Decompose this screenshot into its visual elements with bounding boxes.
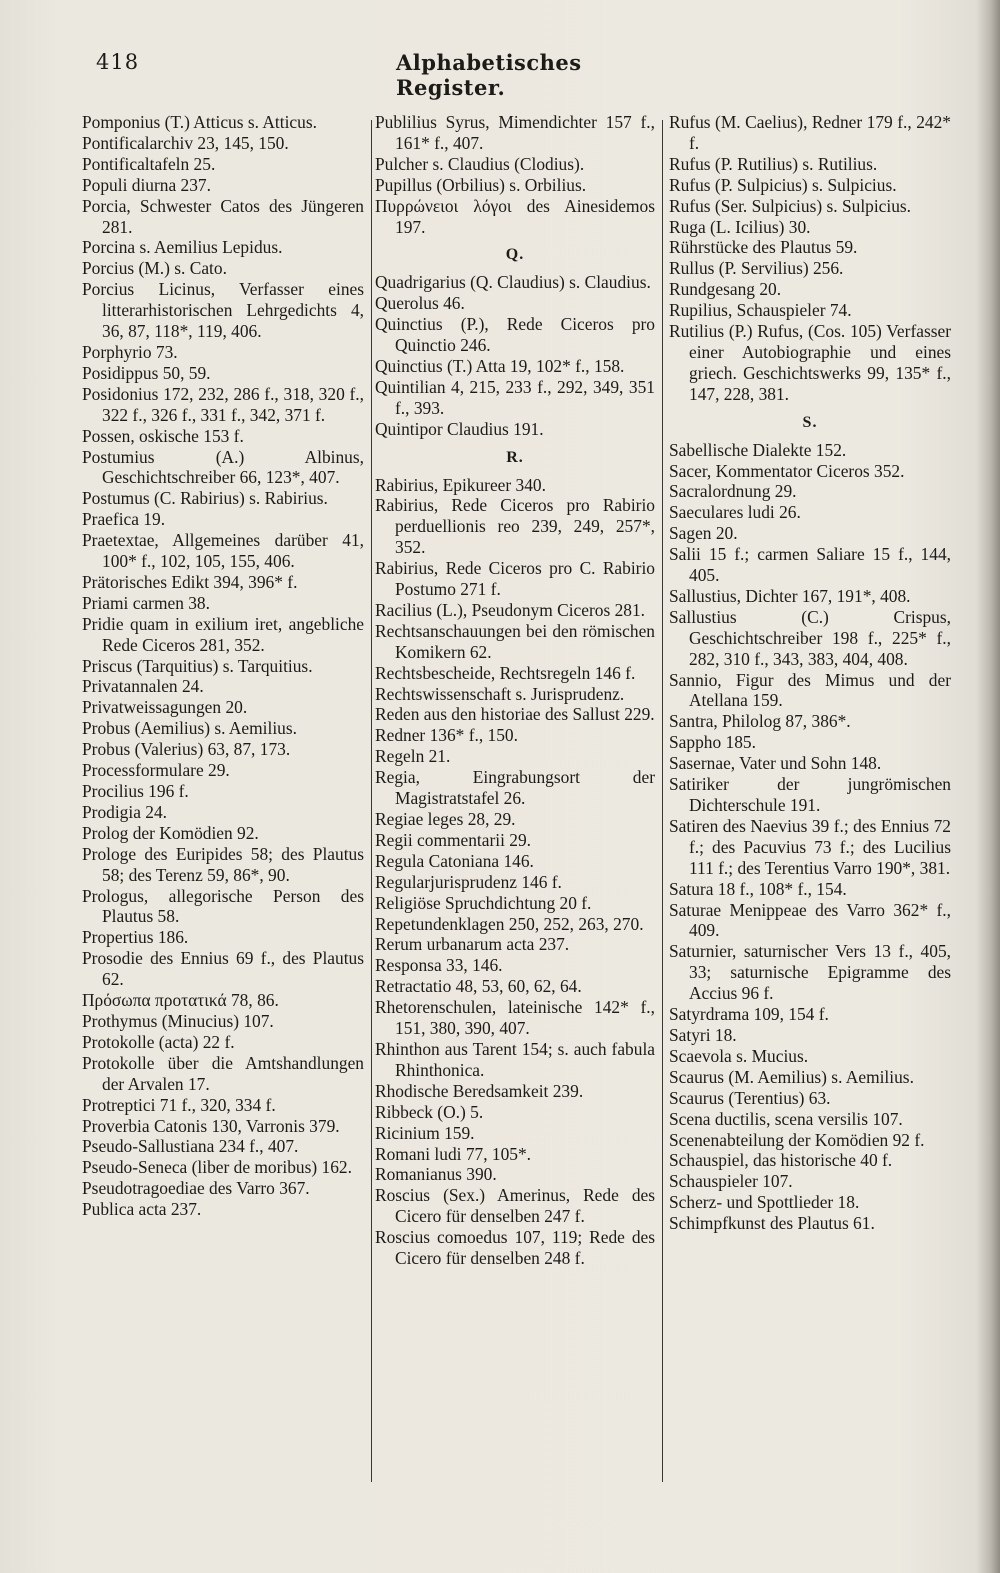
index-entry: Satura 18 f., 108* f., 154. [669, 878, 847, 899]
index-entry: Regeln 21. [375, 746, 451, 767]
index-entry: Regii commentarii 29. [375, 829, 531, 850]
index-entry: Probus (Valerius) 63, 87, 173. [82, 739, 291, 760]
index-entry: Scaurus (M. Aemilius) s. Aemilius. [669, 1066, 914, 1087]
index-entry: Rabirius, Epikureer 340. [375, 474, 546, 495]
index-entry: Rührstücke des Plautus 59. [669, 237, 858, 258]
index-entry: Sacer, Kommentator Ciceros 352. [669, 460, 905, 481]
index-entry: Roscius comoedus 107, 119; Rede des Cicero für denselben 248 f. [375, 1227, 655, 1269]
index-entry: Rechtsanschauungen bei den römischen Komikern 62. [375, 620, 655, 662]
index-entry: Sallustius (C.) Crispus, Geschichtschreiber 198 f., 225* f., 282, 310 f., 343, 383, 404, 408. [669, 606, 951, 669]
index-entry: Ruga (L. Icilius) 30. [669, 216, 811, 237]
index-entry: Saeculares ludi 26. [669, 502, 801, 523]
index-entry: Querolus 46. [375, 293, 465, 314]
index-entry: Scherz- und Spottlieder 18. [669, 1192, 860, 1213]
page-number: 418 [96, 50, 140, 74]
index-entry: Sabellische Dialekte 152. [669, 439, 847, 460]
section-letter: S. [802, 413, 818, 431]
index-entry: Porcina s. Aemilius Lepidus. [82, 237, 283, 258]
index-entry: Pulcher s. Claudius (Clodius). [375, 153, 585, 174]
index-entry: Praefica 19. [82, 509, 166, 530]
index-entry: Protreptici 71 f., 320, 334 f. [82, 1094, 276, 1115]
page-edge-shadow [976, 0, 1000, 1573]
index-entry: Protokolle (acta) 22 f. [82, 1031, 235, 1052]
index-entry: Rerum urbanarum acta 237. [375, 934, 570, 955]
index-entry: Pseudotragoediae des Varro 367. [82, 1178, 310, 1199]
index-entry: Quadrigarius (Q. Claudius) s. Claudius. [375, 272, 651, 293]
index-column-1 [82, 112, 364, 1220]
index-entry: Probus (Aemilius) s. Aemilius. [82, 718, 297, 739]
index-entry: Roscius (Sex.) Amerinus, Rede des Cicero für denselben 247 f. [375, 1185, 655, 1227]
index-entry: Scaurus (Terentius) 63. [669, 1087, 831, 1108]
index-entry: Postumus (C. Rabirius) s. Rabirius. [82, 488, 328, 509]
index-entry: Satiriker der jungrömischen Dichterschule 191. [669, 774, 951, 815]
index-entry: Schauspieler 107. [669, 1171, 793, 1192]
index-entry: Prologus, allegorische Person des Plautus 58. [82, 885, 364, 927]
index-entry: Prosodie des Ennius 69 f., des Plautus 62. [82, 948, 364, 990]
index-entry: Ribbeck (O.) 5. [375, 1101, 484, 1122]
index-entry: Rufus (P. Sulpicius) s. Sulpicius. [669, 174, 897, 195]
index-entry: Pontificalarchiv 23, 145, 150. [82, 132, 289, 153]
index-entry: Rechtswissenschaft s. Jurisprudenz. [375, 683, 625, 704]
index-entry: Sagen 20. [669, 523, 738, 544]
index-entry: Πυρρώνειοι λόγοι des Ainesidemos 197. [375, 195, 655, 237]
index-entry: Schimpfkunst des Plautus 61. [669, 1213, 875, 1234]
index-entry: Rundgesang 20. [669, 279, 782, 300]
index-entry: Publilius Syrus, Mimendichter 157 f., 161* f., 407. [375, 112, 655, 153]
index-entry: Scenenabteilung der Komödien 92 f. [669, 1129, 925, 1150]
index-entry: Porcia, Schwester Catos des Jüngeren 281. [82, 195, 364, 237]
index-entry: Regula Catoniana 146. [375, 850, 534, 871]
index-entry: Prothymus (Minucius) 107. [82, 1010, 274, 1031]
index-entry: Praetextae, Allgemeines darüber 41, 100* f., 102, 105, 155, 406. [82, 530, 364, 572]
index-entry: Pridie quam in exilium iret, angebliche Rede Ciceros 281, 352. [82, 613, 364, 655]
index-entry: Reden aus den historiae des Sallust 229. [375, 704, 655, 725]
section-letter: Q. [505, 246, 525, 264]
index-entry: Quintipor Claudius 191. [375, 418, 544, 439]
index-entry: Romanianus 390. [375, 1164, 497, 1185]
index-entry: Racilius (L.), Pseudonym Ciceros 281. [375, 599, 646, 620]
index-entry: Santra, Philolog 87, 386*. [669, 711, 851, 732]
index-entry: Rutilius (P.) Rufus, (Cos. 105) Verfasser einer Autobiographie und eines griech. Geschichtswerks 99, 135* f., 147, 228, 381. [669, 321, 951, 404]
index-entry: Rechtsbescheide, Rechtsregeln 146 f. [375, 662, 636, 683]
index-entry: Rabirius, Rede Ciceros pro Rabirio perduellionis reo 239, 249, 257*, 352. [375, 495, 655, 558]
index-entry: Publica acta 237. [82, 1199, 202, 1220]
index-entry: Saturae Menippeae des Varro 362* f., 409. [669, 899, 951, 941]
index-entry: Prodigia 24. [82, 801, 168, 822]
index-entry: Pupillus (Orbilius) s. Orbilius. [375, 174, 587, 195]
index-entry: Processformulare 29. [82, 760, 230, 781]
index-entry: Rufus (M. Caelius), Redner 179 f., 242* f. [669, 112, 951, 153]
index-entry: Satyrdrama 109, 154 f. [669, 1004, 829, 1025]
index-entry: Populi diurna 237. [82, 174, 211, 195]
index-entry: Pseudo-Seneca (liber de moribus) 162. [82, 1157, 352, 1178]
index-column-3 [669, 112, 951, 1234]
index-entry: Prologe des Euripides 58; des Plautus 58; des Terenz 59, 86*, 90. [82, 843, 364, 885]
index-entry: Sallustius, Dichter 167, 191*, 408. [669, 585, 911, 606]
index-entry: Regiae leges 28, 29. [375, 809, 516, 829]
index-entry: Rupilius, Schauspieler 74. [669, 300, 852, 321]
index-entry: Pseudo-Sallustiana 234 f., 407. [82, 1136, 299, 1157]
index-column-2 [375, 112, 655, 1269]
column-divider-right [662, 120, 663, 1482]
index-entry: Retractatio 48, 53, 60, 62, 64. [375, 976, 582, 997]
index-entry: Saturnier, saturnischer Vers 13 f., 405, 33; saturnische Epigramme des Accius 96 f. [669, 941, 951, 1004]
index-entry: Quintilian 4, 215, 233 f., 292, 349, 351 f., 393. [375, 376, 655, 418]
index-entry: Salii 15 f.; carmen Saliare 15 f., 144, 405. [669, 544, 951, 586]
index-entry: Privatweissagungen 20. [82, 697, 248, 718]
index-entry: Πρόσωπα προτατικά 78, 86. [82, 990, 279, 1011]
index-entry: Possen, oskische 153 f. [82, 425, 244, 446]
index-entry: Rufus (P. Rutilius) s. Rutilius. [669, 153, 878, 174]
index-entry: Regia, Eingrabungsort der Magistratstafel 26. [375, 767, 655, 809]
index-entry: Repetundenklagen 250, 252, 263, 270. [375, 913, 644, 934]
index-entry: Romani ludi 77, 105*. [375, 1143, 532, 1164]
index-entry: Prolog der Komödien 92. [82, 822, 259, 843]
index-entry: Schauspiel, das historische 40 f. [669, 1150, 893, 1171]
index-entry: Regularjurisprudenz 146 f. [375, 871, 562, 892]
index-entry: Sappho 185. [669, 732, 756, 753]
index-entry: Proverbia Catonis 130, Varronis 379. [82, 1115, 340, 1136]
index-entry: Satiren des Naevius 39 f.; des Ennius 72 f.; des Pacuvius 73 f.; des Lucilius 111 f.; des Terentius Varro 190*, 381. [669, 815, 951, 878]
index-entry: Posidippus 50, 59. [82, 362, 211, 383]
index-entry: Responsa 33, 146. [375, 955, 503, 976]
index-entry: Quinctius (T.) Atta 19, 102* f., 158. [375, 355, 625, 376]
page-header [96, 50, 656, 100]
index-entry: Rhetorenschulen, lateinische 142* f., 151, 380, 390, 407. [375, 997, 655, 1039]
index-entry: Scena ductilis, scena versilis 107. [669, 1108, 903, 1129]
index-entry: Ricinium 159. [375, 1122, 475, 1143]
index-entry: Posidonius 172, 232, 286 f., 318, 320 f., 322 f., 326 f., 331 f., 342, 371 f. [82, 383, 364, 425]
index-entry: Priami carmen 38. [82, 592, 210, 613]
index-entry: Redner 136* f., 150. [375, 725, 518, 746]
index-entry: Pomponius (T.) Atticus s. Atticus. [82, 112, 317, 132]
column-divider-left [371, 120, 372, 1482]
index-entry: Rullus (P. Servilius) 256. [669, 258, 844, 279]
index-entry: Satyri 18. [669, 1024, 737, 1045]
index-entry: Porcius Licinus, Verfasser eines litterarhistorischen Lehrgedichts 4, 36, 87, 118*, 119, 406. [82, 279, 364, 342]
index-entry: Priscus (Tarquitius) s. Tarquitius. [82, 655, 313, 676]
index-entry: Porcius (M.) s. Cato. [82, 258, 227, 279]
index-entry: Pontificaltafeln 25. [82, 153, 216, 174]
index-entry: Sasernae, Vater und Sohn 148. [669, 753, 882, 774]
index-entry: Rhodische Beredsamkeit 239. [375, 1080, 584, 1101]
index-entry: Rhinthon aus Tarent 154; s. auch fabula Rhinthonica. [375, 1038, 655, 1080]
index-entry: Procilius 196 f. [82, 781, 189, 801]
index-entry: Religiöse Spruchdichtung 20 f. [375, 892, 592, 913]
index-entry: Porphyrio 73. [82, 341, 178, 362]
index-entry: Rufus (Ser. Sulpicius) s. Sulpicius. [669, 195, 912, 216]
index-entry: Privatannalen 24. [82, 676, 204, 697]
index-entry: Rabirius, Rede Ciceros pro C. Rabirio Postumo 271 f. [375, 558, 655, 600]
index-entry: Protokolle über die Amtshandlungen der Arvalen 17. [82, 1052, 364, 1094]
index-entry: Prätorisches Edikt 394, 396* f. [82, 571, 298, 592]
running-title: Alphabetisches Register. [396, 50, 582, 100]
index-entry: Sacralordnung 29. [669, 481, 797, 502]
index-entry: Sannio, Figur des Mimus und der Atellana 159. [669, 669, 951, 711]
index-entry: Postumius (A.) Albinus, Geschichtschreiber 66, 123*, 407. [82, 446, 364, 488]
index-entry: Quinctius (P.), Rede Ciceros pro Quinctio 246. [375, 314, 655, 356]
index-entry: Propertius 186. [82, 927, 189, 948]
section-letter: R. [506, 448, 524, 466]
index-entry: Scaevola s. Mucius. [669, 1045, 809, 1066]
